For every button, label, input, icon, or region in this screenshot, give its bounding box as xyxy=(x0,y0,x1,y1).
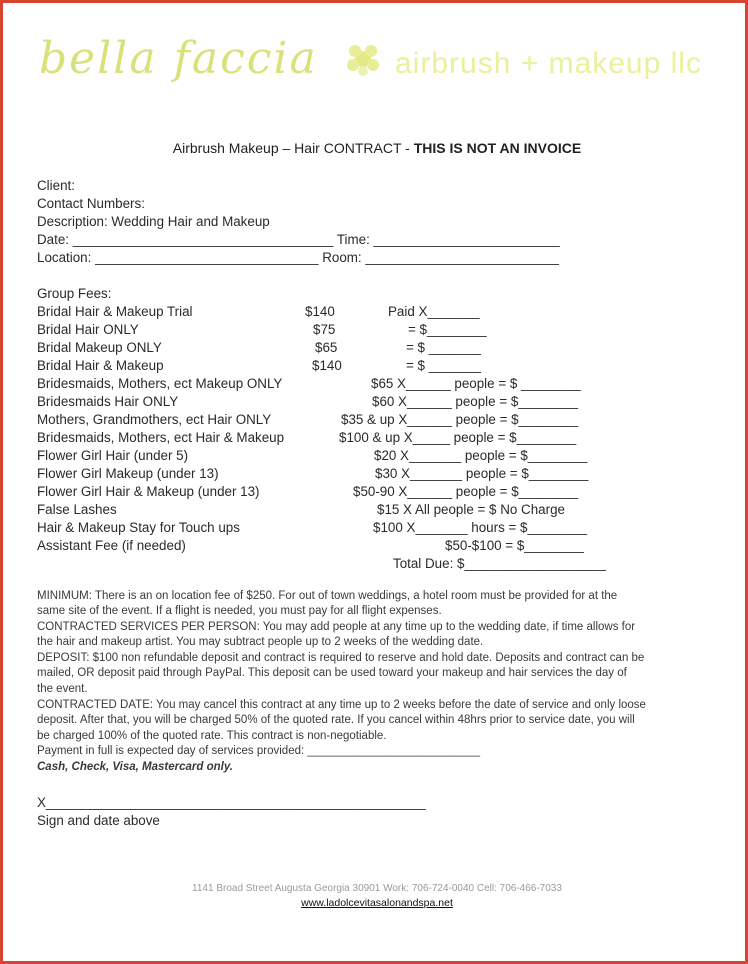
fee-detail: $60 X______ people = $________ xyxy=(372,394,578,409)
fee-detail: $15 X All people = $ No Charge xyxy=(377,502,565,517)
fee-detail: $50-$100 = $________ xyxy=(445,538,584,553)
location-room-line: Location: ______________________________ Room: __________________________ xyxy=(37,250,559,265)
title-text: Airbrush Makeup – Hair CONTRACT - xyxy=(172,140,414,156)
payment-due-line: Payment in full is expected day of services provided: ___________________________ xyxy=(37,745,481,757)
fee-price: $75 xyxy=(313,322,336,337)
fee-item: Flower Girl Makeup (under 13) xyxy=(37,466,219,481)
fee-detail: $50-90 X______ people = $________ xyxy=(353,484,579,499)
date-time-line: Date: ___________________________________ Time: _________________________ xyxy=(37,232,560,247)
terms-line: same site of the event. If a flight is needed, you must pay for all flight expenses. xyxy=(37,605,442,617)
fee-item: Bridal Hair ONLY xyxy=(37,322,139,337)
signature-line: X___________________________________________________ xyxy=(37,795,426,810)
fee-detail: $65 X______ people = $ ________ xyxy=(371,376,581,391)
terms-line: CONTRACTED SERVICES PER PERSON: You may add people at any time up to the wedding date, if time allows for xyxy=(37,621,636,633)
terms-line: CONTRACTED DATE: You may cancel this contract at any time up to 2 weeks before the date of service and only loose xyxy=(37,699,646,711)
fee-detail: $100 X_______ hours = $________ xyxy=(373,520,588,535)
footer-address: 1141 Broad Street Augusta Georgia 30901 Work: 706-724-0040 Cell: 706-466-7033 xyxy=(192,883,562,894)
website-link[interactable]: www.ladolcevitasalonandspa.net xyxy=(301,897,453,909)
fee-item: Bridesmaids, Mothers, ect Makeup ONLY xyxy=(37,376,283,391)
terms-line: mailed, OR deposit paid through PayPal. This deposit can be used toward your makeup and hair services the day of xyxy=(37,667,627,679)
description-text: Description: Wedding Hair and Makeup xyxy=(37,214,270,229)
fee-detail: = $ _______ xyxy=(406,340,481,355)
fee-item: False Lashes xyxy=(37,502,117,517)
fee-detail: Paid X_______ xyxy=(388,304,480,319)
fee-item: Mothers, Grandmothers, ect Hair ONLY xyxy=(37,412,272,427)
fee-detail: = $________ xyxy=(408,322,487,337)
flower-icon xyxy=(341,39,385,79)
fee-item: Flower Girl Hair & Makeup (under 13) xyxy=(37,484,260,499)
terms-line: MINIMUM: There is an on location fee of $250. For out of town weddings, a hotel room must be provided for at the xyxy=(37,590,618,602)
fee-price: $140 xyxy=(312,358,342,373)
payment-methods: Cash, Check, Visa, Mastercard only. xyxy=(37,761,234,773)
fee-detail: = $ _______ xyxy=(406,358,481,373)
fee-item: Bridesmaids, Mothers, ect Hair & Makeup xyxy=(37,430,285,445)
fee-item: Assistant Fee (if needed) xyxy=(37,538,186,553)
terms-line: the event. xyxy=(37,683,88,695)
fee-detail: $35 & up X______ people = $________ xyxy=(341,412,579,427)
fee-item: Bridal Hair & Makeup Trial xyxy=(37,304,193,319)
title-emphasis: THIS IS NOT AN INVOICE xyxy=(413,140,582,156)
terms-line: the hair and makeup artist. You may subtract people up to 2 weeks of the wedding date. xyxy=(37,636,484,648)
fee-item: Bridesmaids Hair ONLY xyxy=(37,394,179,409)
fee-detail: $20 X_______ people = $________ xyxy=(374,448,588,463)
contact-numbers-label: Contact Numbers: xyxy=(37,196,145,211)
fee-detail: $30 X_______ people = $________ xyxy=(375,466,589,481)
terms-line: be charged 100% of the quoted rate. This contract is non-negotiable. xyxy=(37,730,387,742)
fee-item: Hair & Makeup Stay for Touch ups xyxy=(37,520,240,535)
client-label: Client: xyxy=(37,178,75,193)
brand-logo-tagline: airbrush + makeup llc xyxy=(395,47,702,80)
terms-line: DEPOSIT: $100 non refundable deposit and contract is required to reserve and hold date. Deposits and contract can be xyxy=(37,652,645,664)
total-due-line: Total Due: $___________________ xyxy=(393,556,606,571)
fee-detail: $100 & up X_____ people = $________ xyxy=(339,430,577,445)
group-fees-heading: Group Fees: xyxy=(37,286,112,301)
fee-price: $140 xyxy=(305,304,335,319)
page-title xyxy=(3,140,748,156)
fee-item: Flower Girl Hair (under 5) xyxy=(37,448,189,463)
signature-caption: Sign and date above xyxy=(37,813,160,828)
brand-logo-script: bella faccia xyxy=(39,33,318,84)
fee-item: Bridal Hair & Makeup xyxy=(37,358,164,373)
fee-item: Bridal Makeup ONLY xyxy=(37,340,162,355)
fee-price: $65 xyxy=(315,340,338,355)
terms-line: deposit. After that, you will be charged 50% of the quoted rate. If you cancel within 48hrs prior to service date, you will xyxy=(37,714,635,726)
